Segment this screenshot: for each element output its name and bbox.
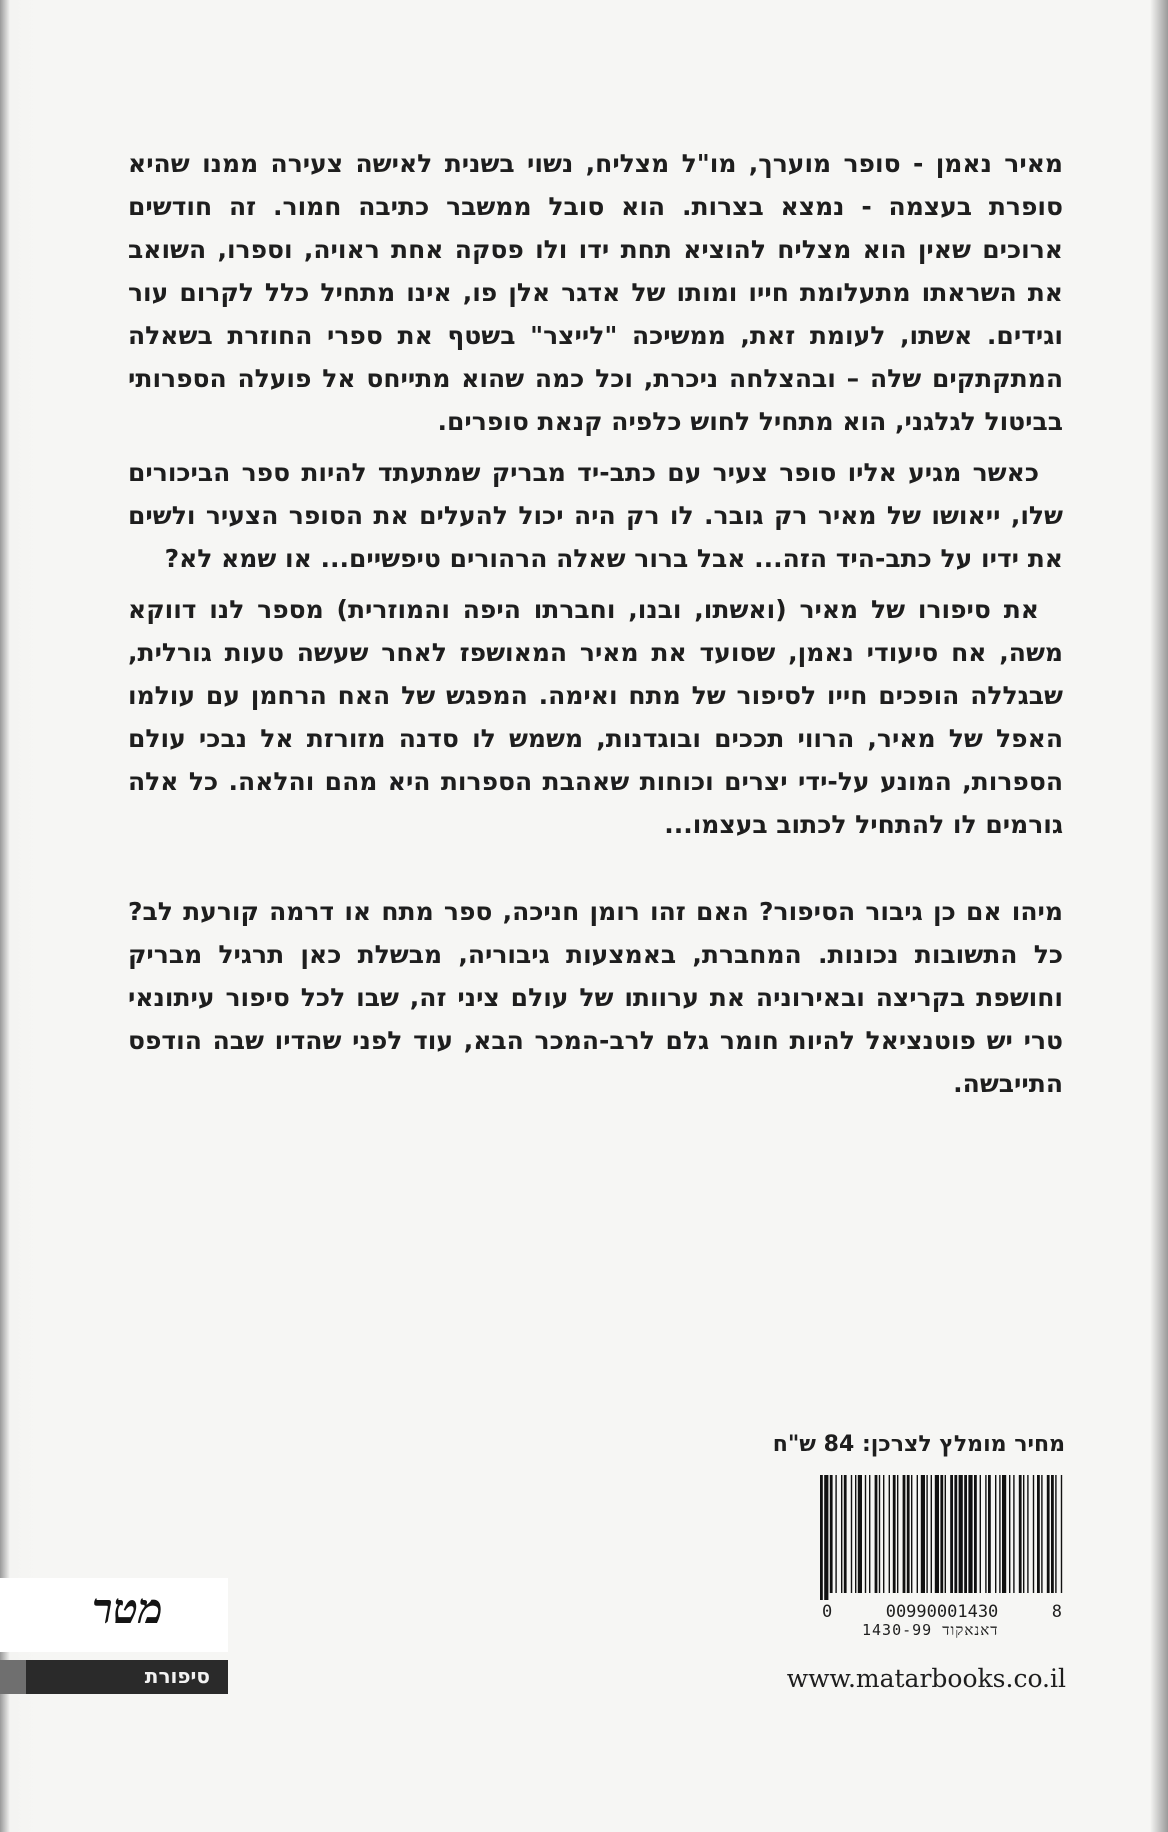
barcode-bars bbox=[818, 1475, 1066, 1600]
barcode-digits bbox=[822, 1602, 1062, 1622]
dannacode-number: דאנאקוד 1430-99 bbox=[862, 1621, 999, 1639]
synopsis-paragraph: את סיפורו של מאיר (ואשתו, ובנו, וחברתו היפה והמוזרית) מספר לנו דווקא משה, אח סיעודי נאמן, שסועד את מאיר המאושפז לאחר שעשה טעות גורלית, שבגללה הופכים חייו לסיפור של מתח ואימה. המפגש של האח הרחמן עם עולמו האפל של מאיר, הרווי תככים ובוגדנות, משמש לו סדנה מזורזת אל נבכי עולם הספרות, המונע על-ידי יצרים וכוחות שאהבת הספרות היא מהם והלאה. כל אלה גורמים לו להתחיל לכתוב בעצמו... bbox=[128, 595, 1063, 839]
category-band bbox=[0, 1660, 228, 1694]
synopsis-paragraph: מאיר נאמן - סופר מוערך, מו"ל מצליח, נשוי בשנית לאישה צעירה ממנו שהיא סופרת בעצמה - נמצא בצרות. הוא סובל ממשבר כתיבה חמור. זה חודשים ארוכים שאין הוא מצליח להוציא תחת ידו ולו פסקה אחת ראויה, וספרו, השואב את השראתו מתעלומת חייו ומותו של אדגר אלן פו, אינו מתחיל כלל לקרום עור וגידים. אשתו, לעומת זאת, ממשיכה "לייצר" בשטף את ספרי החוזרת בשאלה המתקתקים שלה – ובהצלחה ניכרת, וכל כמה שהוא מתייחס אל פועלה הספרותי בביטול לגלגני, הוא מתחיל לחוש כלפיה קנאת סופרים. bbox=[128, 149, 1063, 436]
barcode-digit-group: 0 bbox=[822, 1602, 833, 1622]
publisher-website: www.matarbooks.co.il bbox=[786, 1664, 1066, 1693]
synopsis-paragraph: מיהו אם כן גיבור הסיפור? האם זהו רומן חניכה, ספר מתח או דרמה קורעת לב? כל התשובות נכונות. המחברת, באמצעות גיבוריה, מבשלת כאן תרגיל מבריק וחושפת בקריצה ובאירוניה את ערוותו של עולם ציני זה, שבו לכל סיפור עיתונאי טרי יש פוטנציאל להיות חומר גלם לרב-המכר הבא, עוד לפני שהדיו שבה הודפס התייבשה. bbox=[128, 897, 1063, 1098]
barcode bbox=[818, 1475, 1066, 1641]
recommended-price: מחיר מומלץ לצרכן: 84 ש"ח bbox=[772, 1432, 1065, 1457]
publisher-logo: מטר bbox=[92, 1584, 163, 1633]
barcode-digit-group: 00990001430 bbox=[885, 1602, 999, 1622]
category-label: סיפורת bbox=[144, 1664, 210, 1688]
synopsis bbox=[128, 142, 1063, 1113]
barcode-digit-group: 8 bbox=[1051, 1602, 1062, 1622]
synopsis-paragraph: כאשר מגיע אליו סופר צעיר עם כתב-יד מבריק שמתעתד להיות ספר הביכורים שלו, ייאושו של מאיר רק גובר. לו רק היה יכול להעלים את הסופר הצעיר ולשים את ידיו על כתב-היד הזה... אבל ברור שאלה הרהורים טיפשיים... או שמא לא? bbox=[128, 458, 1063, 573]
